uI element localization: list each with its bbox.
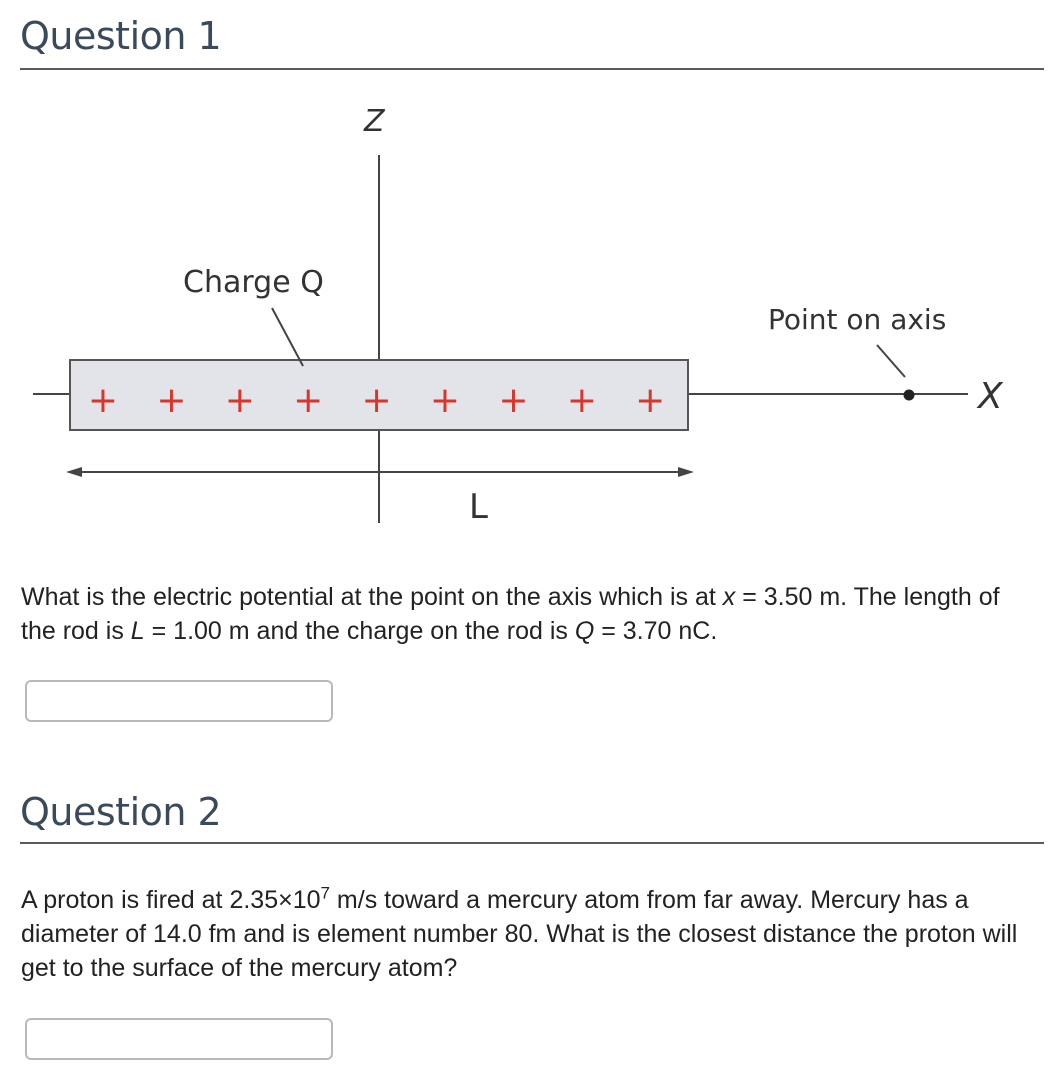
question-1-text: What is the electric potential at the point on the axis which is at x = 3.50 m. The length of the rod is L = 1.00 m and the charge on the rod is Q = 3.70 nC. xyxy=(21,583,1000,645)
question-1-divider xyxy=(20,68,1044,70)
point-on-axis-label: Point on axis xyxy=(768,303,947,336)
question-1-answer-input[interactable] xyxy=(25,680,333,722)
rod-plus-charge: + xyxy=(224,380,255,421)
point-pointer-line xyxy=(877,345,905,377)
rod-plus-charge: + xyxy=(566,380,597,421)
rod-plus-charge: + xyxy=(429,380,461,421)
question-2-heading: Question 2 xyxy=(20,790,222,834)
charged-rod-diagram xyxy=(0,90,1050,540)
z-axis-label: Z xyxy=(364,104,385,139)
rod-charges xyxy=(88,380,665,421)
length-label: L xyxy=(469,487,488,527)
length-arrow-left-head xyxy=(66,467,82,477)
rod-plus-charge: + xyxy=(87,380,119,421)
rod-plus-charge: + xyxy=(498,380,529,421)
question-2-text: A proton is fired at $2.35\times 10^7$ m/s toward a mercury atom from far away. Mercury has a diameter of 14.0 fm and is element number 80. What is the closest distance the proton will get to the surface of the mercury atom? xyxy=(21,883,1018,982)
length-arrow-right-head xyxy=(678,467,694,477)
charge-q-label: Charge Q xyxy=(183,265,324,300)
question-2-divider xyxy=(20,842,1044,844)
rod-plus-charge: + xyxy=(293,380,324,421)
x-axis-label: X xyxy=(978,376,1003,417)
axis-point-dot xyxy=(904,390,915,401)
question-2-answer-input[interactable] xyxy=(25,1018,333,1060)
charge-pointer-line xyxy=(272,308,303,366)
rod-plus-charge: + xyxy=(156,380,187,421)
rod-plus-charge: + xyxy=(361,380,392,421)
question-1-heading: Question 1 xyxy=(20,14,222,58)
rod-plus-charge: + xyxy=(635,380,666,421)
